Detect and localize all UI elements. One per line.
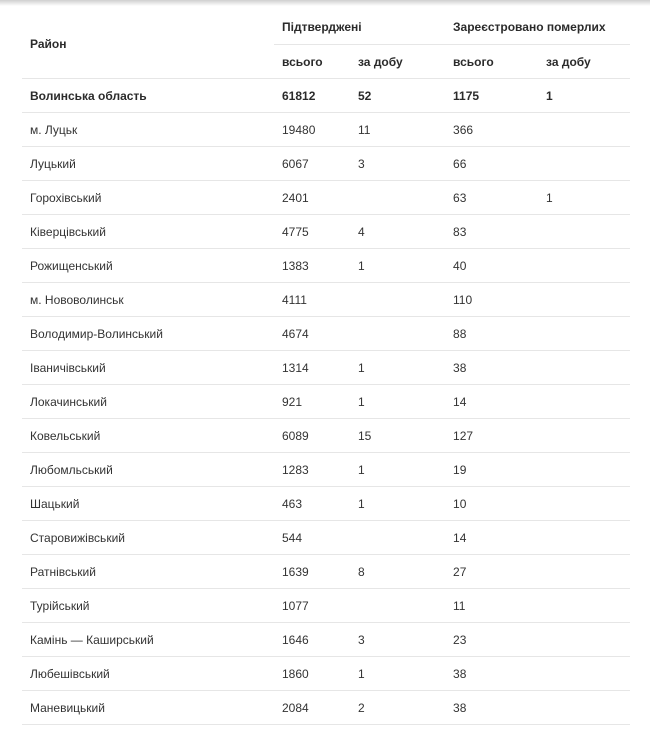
confirmed-per-day-cell: [350, 589, 445, 623]
deaths-per-day-cell: [538, 385, 630, 419]
district-name-cell: Любомльський: [22, 453, 274, 487]
confirmed-total-cell: 19480: [274, 113, 350, 147]
confirmed-per-day-header: за добу: [350, 45, 445, 79]
confirmed-per-day-cell: 1: [350, 385, 445, 419]
district-name-cell: м. Нововолинськ: [22, 283, 274, 317]
confirmed-per-day-cell: 1: [350, 657, 445, 691]
district-name-cell: Камінь — Каширський: [22, 623, 274, 657]
deaths-total-cell: 14: [445, 385, 538, 419]
confirmed-total-cell: 2401: [274, 181, 350, 215]
confirmed-total-cell: 4674: [274, 317, 350, 351]
confirmed-total-cell: 1077: [274, 589, 350, 623]
district-name-cell: Володимир-Волинський: [22, 317, 274, 351]
table-row: [22, 521, 630, 555]
confirmed-per-day-cell: 1: [350, 351, 445, 385]
confirmed-total-header: всього: [274, 45, 350, 79]
confirmed-per-day-cell: 3: [350, 147, 445, 181]
district-name-cell: Старовижівський: [22, 521, 274, 555]
deaths-total-cell: 127: [445, 419, 538, 453]
table-row: [22, 351, 630, 385]
deaths-total-cell: 88: [445, 317, 538, 351]
confirmed-total-cell: 2084: [274, 691, 350, 725]
confirmed-total-cell: 921: [274, 385, 350, 419]
confirmed-header: Підтверджені: [274, 10, 445, 45]
table-row: [22, 657, 630, 691]
table-body: [22, 79, 630, 725]
deaths-per-day-cell: [538, 317, 630, 351]
confirmed-per-day-cell: [350, 521, 445, 555]
table-row: [22, 181, 630, 215]
deaths-per-day-cell: [538, 147, 630, 181]
confirmed-total-cell: 544: [274, 521, 350, 555]
table-row: [22, 147, 630, 181]
deaths-per-day-cell: [538, 215, 630, 249]
district-name-cell: Турійський: [22, 589, 274, 623]
confirmed-total-cell: 61812: [274, 79, 350, 113]
confirmed-per-day-cell: 1: [350, 487, 445, 521]
covid-stats-table: [22, 10, 630, 725]
district-name-cell: Горохівський: [22, 181, 274, 215]
table-row-total: [22, 79, 630, 113]
confirmed-total-cell: 6067: [274, 147, 350, 181]
deaths-per-day-cell: [538, 453, 630, 487]
deaths-total-cell: 14: [445, 521, 538, 555]
table-row: [22, 419, 630, 453]
confirmed-total-cell: 1283: [274, 453, 350, 487]
table-row: [22, 215, 630, 249]
district-name-cell: Шацький: [22, 487, 274, 521]
deaths-total-cell: 38: [445, 657, 538, 691]
deaths-per-day-cell: 1: [538, 181, 630, 215]
confirmed-total-cell: 1860: [274, 657, 350, 691]
table-row: [22, 113, 630, 147]
table-row: [22, 691, 630, 725]
deaths-per-day-header: за добу: [538, 45, 630, 79]
deaths-total-cell: 10: [445, 487, 538, 521]
confirmed-total-cell: 4775: [274, 215, 350, 249]
confirmed-per-day-cell: 4: [350, 215, 445, 249]
confirmed-per-day-cell: 3: [350, 623, 445, 657]
deaths-total-cell: 63: [445, 181, 538, 215]
confirmed-total-cell: 1646: [274, 623, 350, 657]
district-name-cell: Маневицький: [22, 691, 274, 725]
deaths-per-day-cell: [538, 555, 630, 589]
deaths-total-cell: 11: [445, 589, 538, 623]
confirmed-per-day-cell: 15: [350, 419, 445, 453]
deaths-total-cell: 110: [445, 283, 538, 317]
confirmed-per-day-cell: 2: [350, 691, 445, 725]
district-name-cell: Луцький: [22, 147, 274, 181]
deaths-header: Зареєстровано померлих: [445, 10, 630, 45]
deaths-total-cell: 366: [445, 113, 538, 147]
confirmed-total-cell: 6089: [274, 419, 350, 453]
deaths-per-day-cell: 1: [538, 79, 630, 113]
table-row: [22, 249, 630, 283]
deaths-per-day-cell: [538, 623, 630, 657]
confirmed-per-day-cell: 52: [350, 79, 445, 113]
district-name-cell: Волинська область: [22, 79, 274, 113]
district-name-cell: Рожищенський: [22, 249, 274, 283]
table-row: [22, 385, 630, 419]
district-name-cell: Іваничівський: [22, 351, 274, 385]
deaths-per-day-cell: [538, 521, 630, 555]
table-row: [22, 623, 630, 657]
table-row: [22, 453, 630, 487]
district-name-cell: м. Луцьк: [22, 113, 274, 147]
table-row: [22, 589, 630, 623]
deaths-per-day-cell: [538, 351, 630, 385]
district-name-cell: Ратнівський: [22, 555, 274, 589]
confirmed-per-day-cell: 11: [350, 113, 445, 147]
table-header: [22, 10, 630, 79]
confirmed-per-day-cell: [350, 317, 445, 351]
deaths-total-cell: 19: [445, 453, 538, 487]
deaths-per-day-cell: [538, 487, 630, 521]
deaths-total-header: всього: [445, 45, 538, 79]
confirmed-total-cell: 4111: [274, 283, 350, 317]
deaths-total-cell: 27: [445, 555, 538, 589]
top-shadow: [0, 0, 650, 6]
deaths-per-day-cell: [538, 589, 630, 623]
deaths-per-day-cell: [538, 249, 630, 283]
confirmed-total-cell: 1383: [274, 249, 350, 283]
deaths-total-cell: 38: [445, 691, 538, 725]
confirmed-total-cell: 463: [274, 487, 350, 521]
deaths-per-day-cell: [538, 283, 630, 317]
deaths-total-cell: 38: [445, 351, 538, 385]
district-name-cell: Любешівський: [22, 657, 274, 691]
deaths-per-day-cell: [538, 657, 630, 691]
table-row: [22, 283, 630, 317]
district-name-cell: Ковельський: [22, 419, 274, 453]
deaths-total-cell: 83: [445, 215, 538, 249]
confirmed-per-day-cell: 1: [350, 249, 445, 283]
deaths-per-day-cell: [538, 113, 630, 147]
deaths-total-cell: 23: [445, 623, 538, 657]
confirmed-per-day-cell: 1: [350, 453, 445, 487]
table-row: [22, 555, 630, 589]
table-row: [22, 487, 630, 521]
confirmed-per-day-cell: [350, 283, 445, 317]
district-name-cell: Ківерцівський: [22, 215, 274, 249]
deaths-total-cell: 40: [445, 249, 538, 283]
deaths-per-day-cell: [538, 691, 630, 725]
table-row: [22, 317, 630, 351]
confirmed-per-day-cell: 8: [350, 555, 445, 589]
deaths-total-cell: 66: [445, 147, 538, 181]
confirmed-per-day-cell: [350, 181, 445, 215]
confirmed-total-cell: 1314: [274, 351, 350, 385]
district-name-cell: Локачинський: [22, 385, 274, 419]
deaths-per-day-cell: [538, 419, 630, 453]
district-header: Район: [22, 10, 274, 79]
confirmed-total-cell: 1639: [274, 555, 350, 589]
deaths-total-cell: 1175: [445, 79, 538, 113]
